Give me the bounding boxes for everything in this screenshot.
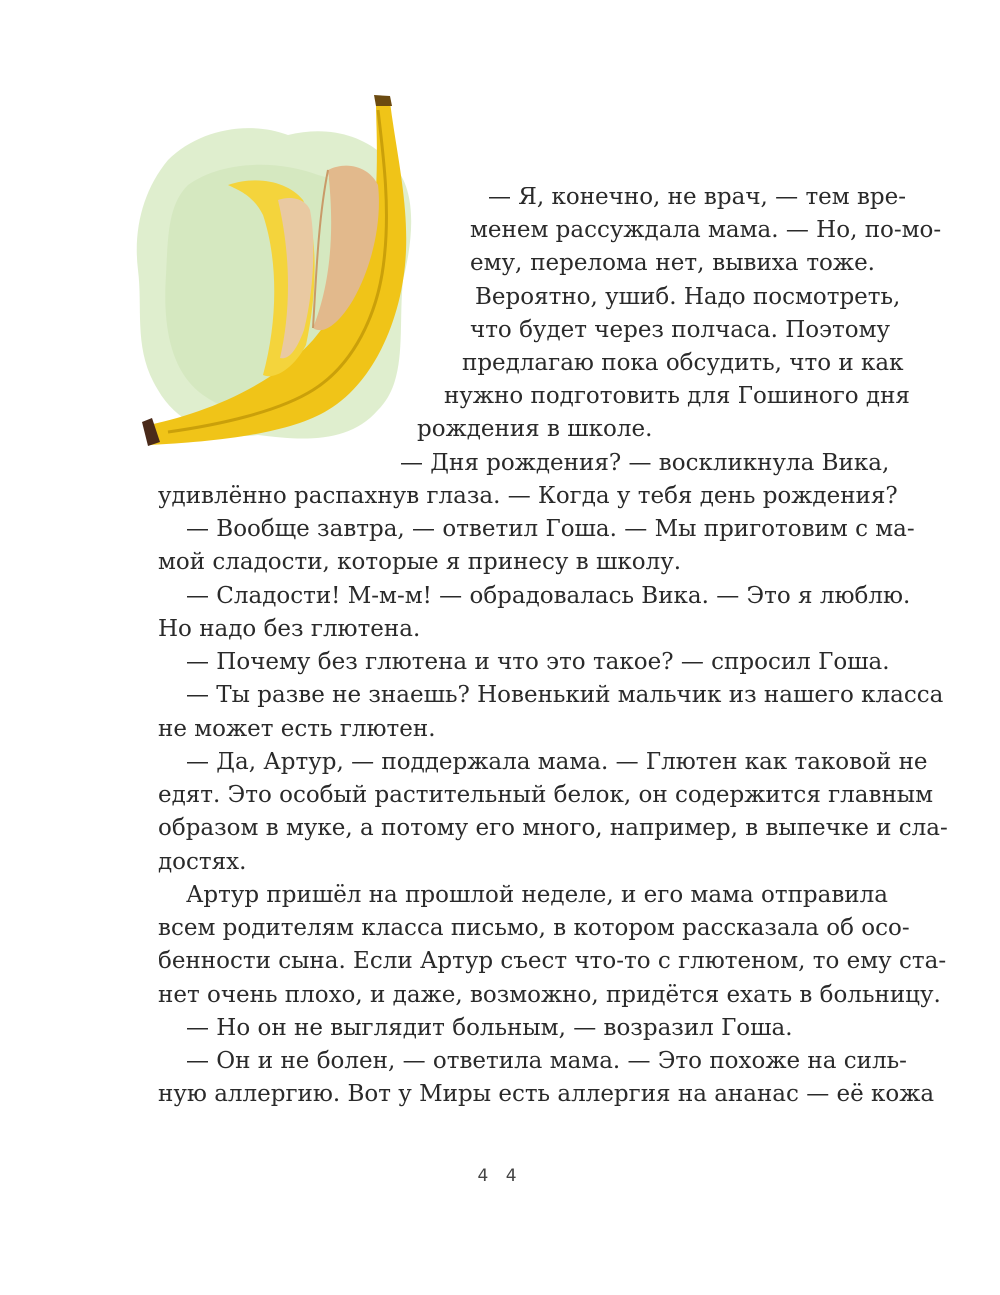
- text-line: — Вообще завтра, — ответил Гоша. — Мы приготовим с ма-: [186, 516, 915, 542]
- text-line: — Ты разве не знаешь? Новенький мальчик из нашего класса: [186, 682, 944, 708]
- text-line: Но надо без глютена.: [158, 616, 421, 642]
- text-line: — Да, Артур, — поддержала мама. — Глютен как таковой не: [186, 749, 928, 775]
- text-line: — Сладости! М-м-м! — обрадовалась Вика. — Это я люблю.: [186, 583, 911, 609]
- text-line: едят. Это особый растительный белок, он содержится главным: [158, 782, 933, 808]
- text-line: что будет через полчаса. Поэтому: [470, 317, 890, 343]
- text-line: достях.: [158, 849, 247, 875]
- text-line: Артур пришёл на прошлой неделе, и его мама отправила: [186, 882, 888, 908]
- page-number: 4 4: [477, 1166, 523, 1186]
- text-line: менем рассуждала мама. — Но, по-мо-: [470, 217, 942, 243]
- text-line: ему, перелома нет, вывиха тоже.: [470, 250, 875, 276]
- text-line: — Я, конечно, не врач, — тем вре-: [488, 184, 907, 210]
- text-line: — Дня рождения? — воскликнула Вика,: [400, 450, 890, 476]
- text-line: удивлённо распахнув глаза. — Когда у тебя день рождения?: [158, 483, 898, 509]
- text-line: всем родителям класса письмо, в котором рассказала об осо-: [158, 915, 910, 941]
- text-line: предлагаю пока обсудить, что и как: [462, 350, 904, 376]
- text-line: мой сладости, которые я принесу в школу.: [158, 549, 682, 575]
- text-line: — Он и не болен, — ответила мама. — Это похоже на силь-: [186, 1048, 907, 1074]
- text-line: нужно подготовить для Гошиного дня: [444, 383, 910, 409]
- banana-illustration: [128, 90, 428, 460]
- text-line: бенности сына. Если Артур съест что-то с глютеном, то ему ста-: [158, 948, 947, 974]
- text-line: ную аллергию. Вот у Миры есть аллергия на ананас — её кожа: [158, 1081, 935, 1107]
- text-line: образом в муке, а потому его много, например, в выпечке и сла-: [158, 815, 948, 841]
- text-line: рождения в школе.: [417, 416, 653, 442]
- text-line: Вероятно, ушиб. Надо посмотреть,: [475, 284, 901, 310]
- text-line: — Но он не выглядит больным, — возразил Гоша.: [186, 1015, 793, 1041]
- text-line: — Почему без глютена и что это такое? — спросил Гоша.: [186, 649, 890, 675]
- text-line: нет очень плохо, и даже, возможно, придётся ехать в больницу.: [158, 982, 941, 1008]
- text-line: не может есть глютен.: [158, 716, 436, 742]
